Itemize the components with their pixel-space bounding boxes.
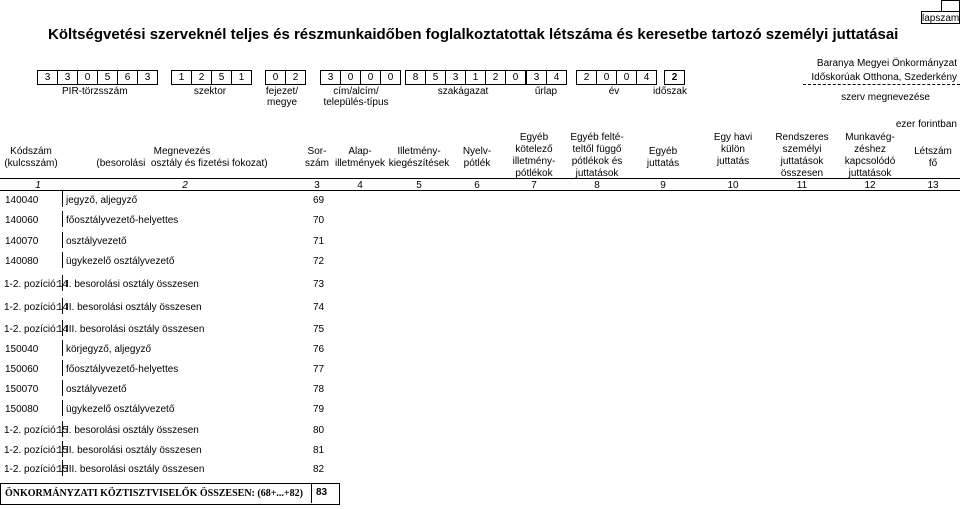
row-kod: 1-2. pozíció: xyxy=(4,445,59,456)
column-number: 11 xyxy=(796,180,808,191)
table-row xyxy=(0,421,960,441)
column-number: 6 xyxy=(474,180,480,191)
header-alap: Alap- illetmények xyxy=(334,146,386,169)
header-egyeb-felt: Egyéb felté- teltől függő pótlékok és juttatások xyxy=(570,132,624,179)
row-megnevezes: ügykezelő osztályvezető xyxy=(62,400,174,416)
row-kod: 1-2. pozíció: xyxy=(4,464,59,475)
code-digit: 6 xyxy=(118,71,138,85)
label-pir: PIR-törzsszám xyxy=(62,86,128,97)
row-kod-suffix: 14 xyxy=(57,302,69,313)
row-kod: 150060 xyxy=(5,364,39,375)
code-digit: 0 xyxy=(597,71,617,85)
table-row xyxy=(0,380,960,400)
row-sorszam: 71 xyxy=(313,236,325,247)
total-row xyxy=(0,483,340,505)
header-rendszeres: Rendszeres személyi juttatások összesen xyxy=(775,132,829,179)
table-row xyxy=(0,320,960,340)
label-urlap: űrlap xyxy=(534,86,558,97)
row-kod: 140040 xyxy=(5,195,39,206)
label-ev: év xyxy=(608,86,620,97)
row-sorszam: 74 xyxy=(313,302,325,313)
code-digit: 0 xyxy=(617,71,637,85)
code-group-szektor xyxy=(171,70,252,85)
unit-label: ezer forintban xyxy=(895,119,957,130)
code-digit: 2 xyxy=(286,71,306,85)
row-kod-suffix: 15 xyxy=(57,464,69,475)
code-digit: 3 xyxy=(58,71,78,85)
code-group-ev xyxy=(576,70,657,85)
code-digit: 0 xyxy=(381,71,401,85)
total-label: ÖNKORMÁNYZATI KÖZTISZTVISELŐK ÖSSZESEN: (68+...+82) xyxy=(5,488,303,499)
row-sorszam: 76 xyxy=(313,344,325,355)
code-digit: 0 xyxy=(341,71,361,85)
code-digit: 2 xyxy=(486,71,506,85)
row-sorszam: 73 xyxy=(313,279,325,290)
code-digit: 3 xyxy=(38,71,58,85)
row-sorszam: 82 xyxy=(313,464,325,475)
institution-label: szerv megnevezése xyxy=(841,92,930,103)
row-sorszam: 70 xyxy=(313,215,325,226)
row-sorszam: 78 xyxy=(313,384,325,395)
code-digit: 5 xyxy=(212,71,232,85)
row-megnevezes: osztályvezető xyxy=(62,380,127,396)
column-number: 4 xyxy=(357,180,363,191)
institution-line2: Időskorúak Otthona, Szederkény xyxy=(811,72,957,83)
row-megnevezes: III. besorolási osztály összesen xyxy=(62,320,204,336)
code-digit: 2 xyxy=(577,71,597,85)
table-row xyxy=(0,460,960,480)
row-kod: 150070 xyxy=(5,384,39,395)
header-nyelv: Nyelv- pótlék xyxy=(462,146,492,169)
code-group-idoszak xyxy=(664,70,685,85)
column-number: 10 xyxy=(727,180,739,191)
code-digit: 3 xyxy=(138,71,158,85)
code-digit: 2 xyxy=(665,71,685,85)
code-digit: 3 xyxy=(446,71,466,85)
row-megnevezes: II. besorolási osztály összesen xyxy=(62,441,202,457)
table-row xyxy=(0,275,960,295)
row-megnevezes: I. besorolási osztály összesen xyxy=(62,275,199,291)
row-sorszam: 80 xyxy=(313,425,325,436)
code-digit: 3 xyxy=(527,71,547,85)
code-digit: 3 xyxy=(321,71,341,85)
code-group-urlap xyxy=(526,70,567,85)
row-sorszam: 79 xyxy=(313,404,325,415)
row-kod: 1-2. pozíció: xyxy=(4,425,59,436)
header-illetmeny: Illetmény- kiegészítések xyxy=(388,146,450,169)
table-row xyxy=(0,400,960,420)
row-megnevezes: ügykezelő osztályvezető xyxy=(62,252,174,268)
row-megnevezes: főosztályvezető-helyettes xyxy=(62,360,178,376)
row-kod-suffix: 15 xyxy=(57,445,69,456)
code-group-pir xyxy=(37,70,158,85)
column-number: 5 xyxy=(416,180,422,191)
row-megnevezes: főosztályvezető-helyettes xyxy=(62,211,178,227)
row-kod: 1-2. pozíció: xyxy=(4,324,59,335)
column-number: 1 xyxy=(35,180,41,191)
code-digit: 2 xyxy=(192,71,212,85)
row-kod: 150080 xyxy=(5,404,39,415)
row-megnevezes: körjegyző, aljegyző xyxy=(62,340,151,356)
row-kod: 140060 xyxy=(5,215,39,226)
page-title: Költségvetési szerveknél teljes és részmunkaidőben foglalkoztatottak létszáma és keresetbe tartozó személyi juttatásai xyxy=(48,26,899,43)
row-sorszam: 75 xyxy=(313,324,325,335)
code-digit: 8 xyxy=(406,71,426,85)
header-egyeb-jutt: Egyéb juttatás xyxy=(646,146,680,169)
code-group-szakagazat xyxy=(405,70,526,85)
code-digit: 4 xyxy=(637,71,657,85)
column-number: 12 xyxy=(864,180,876,191)
label-cim: cím/alcím/ település-típus xyxy=(323,86,389,108)
code-digit: 5 xyxy=(98,71,118,85)
table-row xyxy=(0,298,960,318)
row-kod-suffix: 15 xyxy=(57,425,69,436)
column-number: 2 xyxy=(182,180,188,191)
header-sorszam: Sor- szám xyxy=(305,146,329,169)
column-number: 9 xyxy=(660,180,666,191)
row-kod-suffix: 14 xyxy=(57,279,69,290)
header-kod: Kódszám (kulcsszám) xyxy=(4,146,58,169)
row-kod: 150040 xyxy=(5,344,39,355)
row-sorszam: 77 xyxy=(313,364,325,375)
row-kod: 1-2. pozíció: xyxy=(4,302,59,313)
code-group-cim xyxy=(320,70,401,85)
code-digit: 0 xyxy=(506,71,526,85)
code-digit: 1 xyxy=(232,71,252,85)
header-megnevezes: Megnevezés (besorolási osztály és fizetési fokozat) xyxy=(96,146,268,169)
lapszam-label: lapszam xyxy=(922,13,960,24)
row-kod: 140080 xyxy=(5,256,39,267)
label-idoszak: időszak xyxy=(653,86,687,97)
total-sorszam: 83 xyxy=(311,483,327,503)
column-number: 7 xyxy=(531,180,537,191)
label-szakagazat: szakágazat xyxy=(437,86,489,97)
label-szektor: szektor xyxy=(193,86,227,97)
code-digit: 1 xyxy=(466,71,486,85)
table-row xyxy=(0,441,960,461)
column-number: 8 xyxy=(594,180,600,191)
code-digit: 4 xyxy=(547,71,567,85)
row-megnevezes: III. besorolási osztály összesen xyxy=(62,460,204,476)
table-row xyxy=(0,340,960,360)
row-sorszam: 72 xyxy=(313,256,325,267)
row-kod: 1-2. pozíció: xyxy=(4,279,59,290)
row-megnevezes: osztályvezető xyxy=(62,232,127,248)
code-digit: 1 xyxy=(172,71,192,85)
row-kod: 140070 xyxy=(5,236,39,247)
code-digit: 0 xyxy=(361,71,381,85)
header-letszam: Létszám fő xyxy=(914,146,952,169)
table-row xyxy=(0,360,960,380)
code-digit: 5 xyxy=(426,71,446,85)
column-number: 13 xyxy=(927,180,939,191)
code-digit: 0 xyxy=(78,71,98,85)
institution-divider xyxy=(803,84,960,85)
code-group-fejezet xyxy=(265,70,306,85)
table-row xyxy=(0,191,960,211)
row-megnevezes: II. besorolási osztály összesen xyxy=(62,298,202,314)
table-row xyxy=(0,252,960,272)
row-megnevezes: I. besorolási osztály összesen xyxy=(62,421,199,437)
row-sorszam: 81 xyxy=(313,445,325,456)
label-fejezet: fejezet/ megye xyxy=(265,86,299,108)
row-sorszam: 69 xyxy=(313,195,325,206)
institution-line1: Baranya Megyei Önkormányzat xyxy=(816,58,957,69)
table-row xyxy=(0,232,960,252)
header-munkaveg: Munkavég- zéshez kapcsolódó juttatások xyxy=(844,132,896,179)
row-megnevezes: jegyző, aljegyző xyxy=(62,191,137,207)
code-digit: 0 xyxy=(266,71,286,85)
table-row xyxy=(0,211,960,231)
header-egy-havi: Egy havi külön juttatás xyxy=(713,132,753,167)
header-egyeb-kot: Egyéb kötelező illetmény- pótlékok xyxy=(512,132,556,179)
column-number: 3 xyxy=(314,180,320,191)
row-kod-suffix: 14 xyxy=(57,324,69,335)
